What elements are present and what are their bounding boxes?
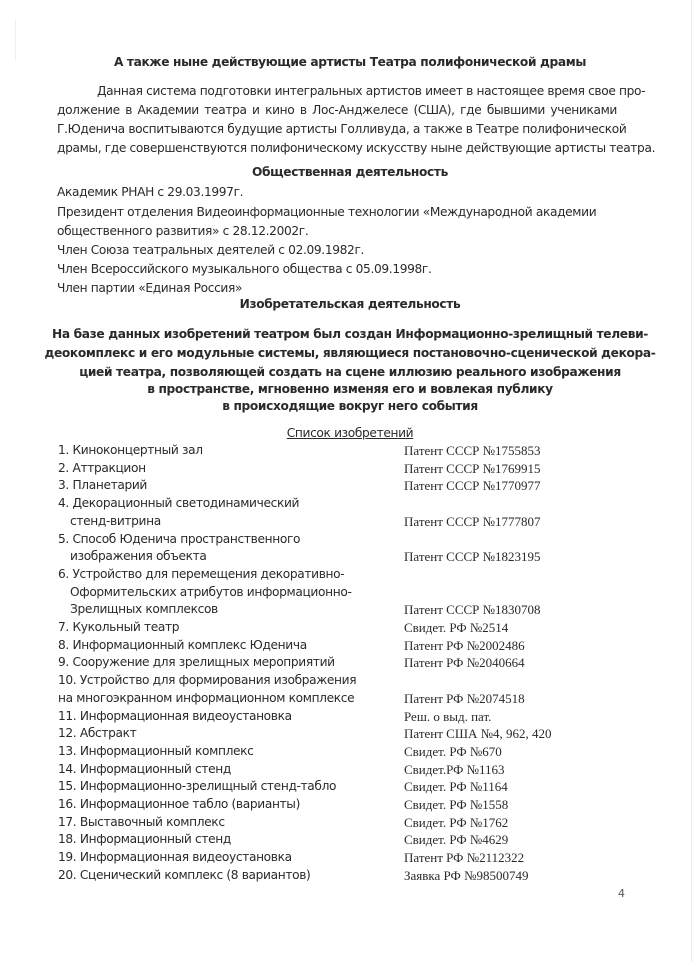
invention-patent: Патент СССР №1777807 [404,513,541,529]
invention-name: 18. Информационный стенд [58,832,231,847]
invention-name: 16. Информационное табло (варианты) [58,797,300,811]
inventive-intro-line: На базе данных изобретений театром был создан Информационно-зрелищный телеви- [52,327,648,341]
invention-patent: Патент СССР №1755853 [404,443,541,458]
invention-patent: Свидет. РФ №2514 [404,620,509,635]
invention-name: 6. Устройство для перемещения декоративно- [58,566,345,581]
invention-patent: Свидет. РФ №4629 [404,832,509,848]
scan-edge [15,20,16,60]
page-number: 4 [618,887,625,900]
invention-patent: Свидет. РФ №1558 [404,797,509,812]
invention-patent: Патент РФ №2112322 [404,850,525,866]
inventions-list-title [0,426,700,440]
invention-name: 5. Способ Юденича пространственного [58,531,301,546]
invention-name: 20. Сценический комплекс (8 вариантов) [58,867,311,882]
inventive-activity-title: Изобретательская деятельность [239,297,461,311]
public-activity-line: Академик РНАН с 29.03.1997г. [57,185,244,199]
invention-patent: Патент США №4, 962, 420 [404,726,552,742]
invention-patent: Реш. о выд. пат. [404,708,492,724]
invention-patent: Заявка РФ №98500749 [404,867,529,883]
invention-name: 9. Сооружение для зрелищных мероприятий [58,655,335,670]
scan-edge [691,0,692,962]
invention-name: 1. Киноконцертный зал [58,443,203,457]
public-activity-line: общественного развития» с 28.12.2002г. [57,224,309,238]
invention-name: 15. Информационно-зрелищный стенд-табло [58,779,337,794]
invention-patent: Свидет. РФ №1164 [404,779,508,795]
invention-name: 2. Аттракцион [58,460,146,475]
public-activity-line: Президент отделения Видеоинформационные технологии «Международной академии [57,205,597,219]
paragraph-line: Г.Юденича воспитываются будущие артисты Голливуда, а также в Театре полифонической [57,122,627,136]
invention-name: 8. Информационный комплекс Юденича [58,637,307,652]
invention-name: 14. Информационный стенд [58,761,231,776]
public-activity-line: Член Союза театральных деятелей с 02.09.1982г. [57,243,365,257]
invention-name-continued: на многоэкранном информационном комплексе [58,690,355,705]
invention-name-continued: Зрелищных комплексов [70,602,218,617]
invention-patent: Патент СССР №1823195 [404,549,541,565]
inventive-intro-line: деокомплекс и его модульные системы, являющиеся постановочно-сценической декора- [44,346,656,360]
invention-patent: Патент СССР №1770977 [404,478,541,494]
inventive-intro-line: в пространстве, мгновенно изменяя его и вовлекая публику [147,382,553,396]
invention-name: 13. Информационный комплекс [58,743,254,758]
invention-name: 3. Планетарий [58,478,147,493]
invention-name-continued: стенд-витрина [70,513,161,528]
invention-name-continued: изображения объекта [70,549,207,564]
inventions-list-title-text: Список изобретений [286,426,414,440]
invention-name: 19. Информационная видеоустановка [58,850,292,865]
paragraph-line: Данная система подготовки интегральных артистов имеет в настоящее время свое про- [97,84,646,98]
invention-patent: Патент РФ №2040664 [404,655,525,671]
invention-patent: Свидет. РФ №1762 [404,814,509,830]
invention-patent: Патент РФ №2002486 [404,637,525,653]
invention-name: 12. Абстракт [58,726,137,741]
public-activity-line: Член Всероссийского музыкального общества с 05.09.1998г. [57,262,432,276]
paragraph-line: драмы, где совершенствуются полифоническому искусству ныне действующие артисты театра. [57,141,656,155]
invention-name: 17. Выставочный комплекс [58,814,225,829]
invention-name-continued: Оформительских атрибутов информационно- [70,584,352,599]
inventive-intro-line: цией театра, позволяющей создать на сцене иллюзию реального изображения [79,365,621,379]
paragraph-line: должение в Академии театра и кино в Лос-Анджелесе (США), где бывшими учениками [57,103,617,117]
invention-name: 11. Информационная видеоустановка [58,708,292,723]
inventive-intro-line: в происходящие вокруг него события [222,399,478,413]
invention-patent: Патент СССР №1769915 [404,460,541,476]
invention-name: 7. Кукольный театр [58,620,180,634]
public-activity-title: Общественная деятельность [252,165,448,179]
invention-name: 10. Устройство для формирования изображения [58,673,357,688]
invention-patent: Свидет.РФ №1163 [404,761,505,777]
invention-patent: Патент РФ №2074518 [404,690,525,706]
invention-patent: Свидет. РФ №670 [404,743,502,759]
public-activity-line: Член партии «Единая Россия» [57,281,243,295]
invention-name: 4. Декорационный светодинамический [58,496,300,511]
invention-patent: Патент СССР №1830708 [404,602,541,618]
heading-artists: А также ныне действующие артисты Театра полифонической драмы [113,55,587,69]
